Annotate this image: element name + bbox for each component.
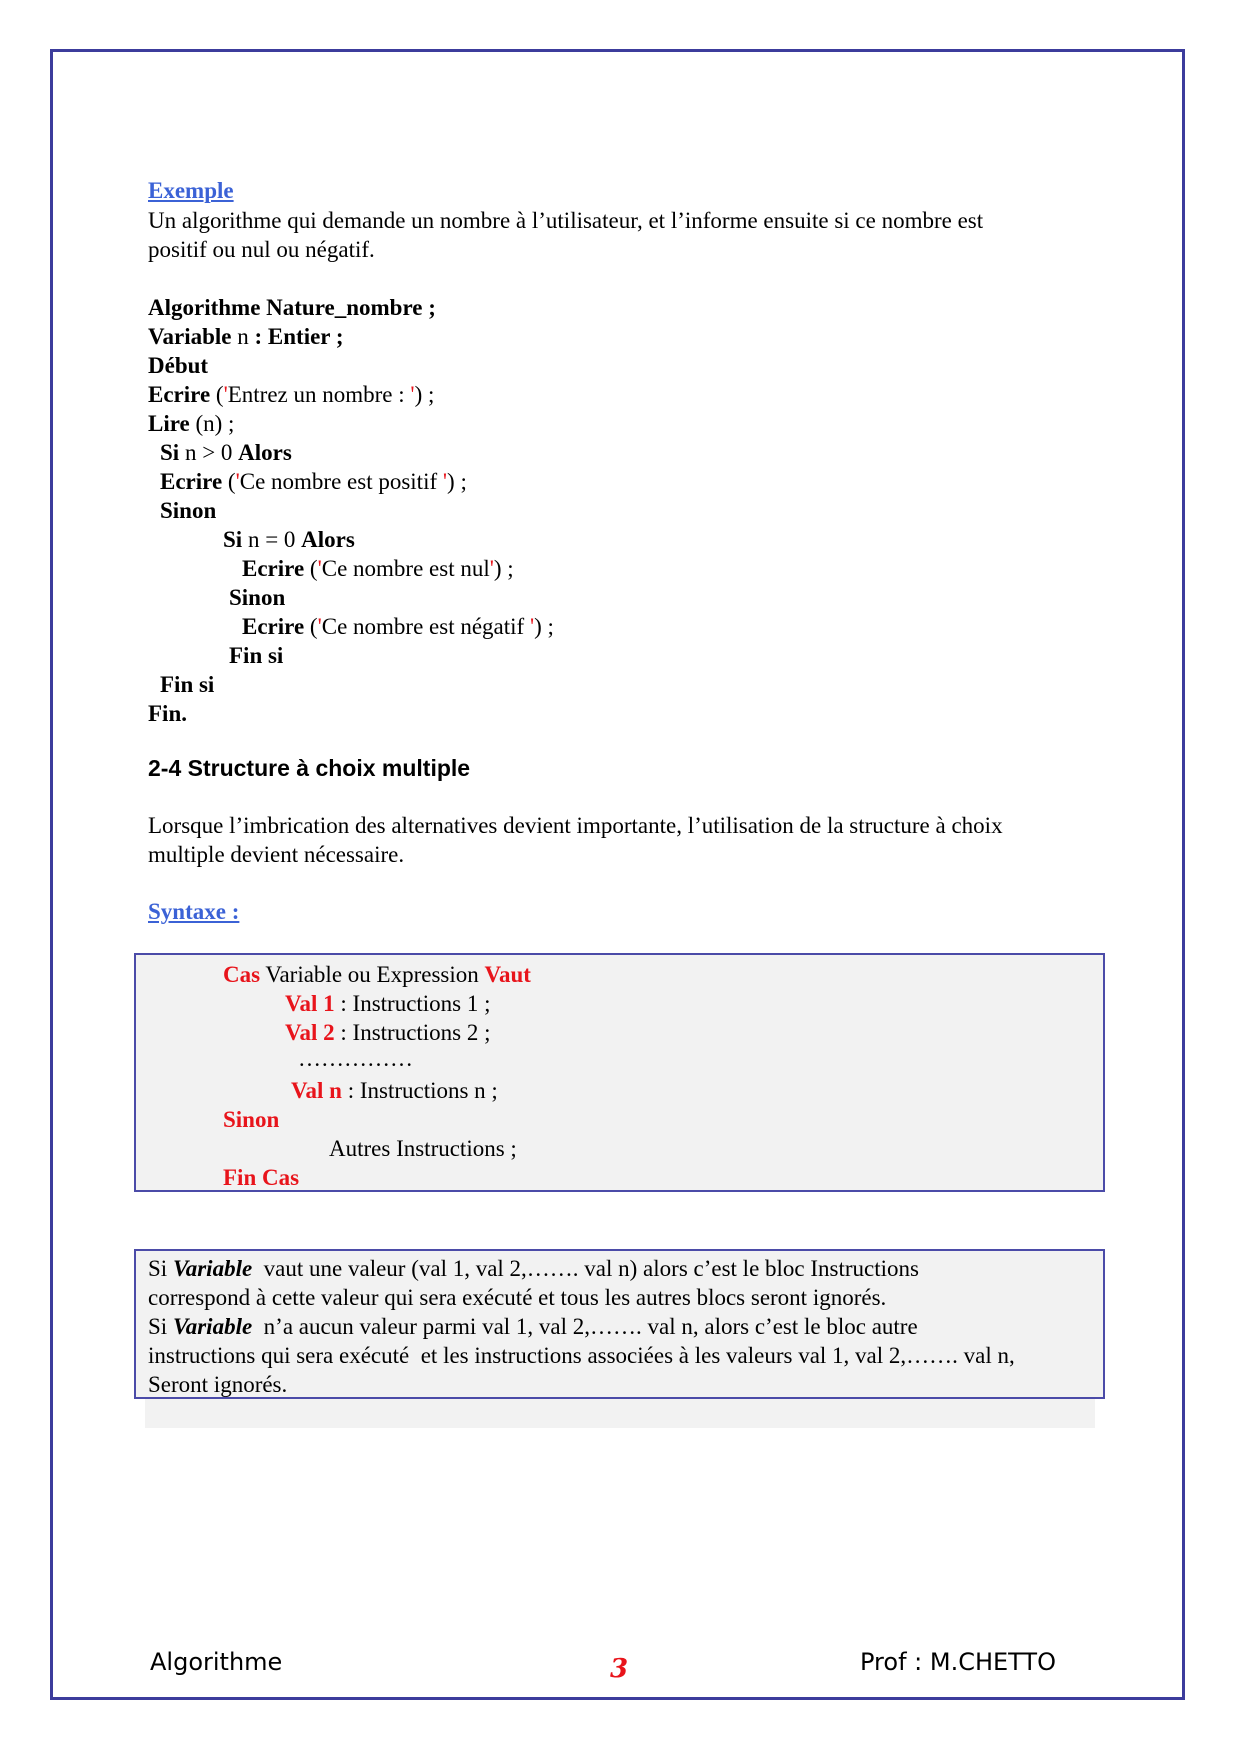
algo-line-7 [160,467,467,496]
note-text: vaut une valeur (val 1, val 2,……. val n) alors c’est le bloc Instructions [252,1256,919,1281]
footer-left: Algorithme [150,1648,283,1676]
algo-text: ) ; [414,382,435,407]
syntax-kw: Cas [223,962,261,987]
algo-line-3: Début [148,353,209,378]
syntax-line-val1 [285,989,491,1018]
algo-line-11: Sinon [229,585,286,610]
algo-line-9 [223,525,355,554]
algo-text: ) ; [447,469,467,494]
page-number: 3 [610,1654,629,1684]
note-line-4: instructions qui sera exécuté et les instructions associées à les valeurs val 1, val 2,……. val n, [148,1343,1015,1368]
algo-quote: ' [442,469,448,494]
algo-kw: Si [160,440,180,465]
algo-line-5 [148,409,234,438]
note-text: Si [148,1256,173,1281]
algo-text: ) ; [493,556,514,581]
algo-text: (n) ; [189,411,235,436]
note-line-5: Seront ignorés. [148,1372,288,1397]
algo-line-14: Fin si [160,672,215,697]
algo-text: ( [304,614,318,639]
syntax-line-autres: Autres Instructions ; [329,1136,517,1161]
note-line-3 [148,1312,918,1341]
algo-line-12 [242,612,554,641]
algo-text: Entrez un nombre : [227,382,411,407]
algo-line-2 [148,322,344,351]
syntax-text: : Instructions n ; [341,1078,498,1103]
algo-text: Ce nombre est nul [321,556,490,581]
algo-text: n [231,324,255,349]
algo-line-8: Sinon [160,498,217,523]
algo-kw: Alors [238,440,292,465]
syntax-line-sinon: Sinon [223,1107,280,1132]
syntax-title: Syntaxe : [148,899,240,924]
algo-quote: ' [317,614,322,639]
algo-kw: Alors [301,527,355,552]
algo-quote: ' [317,556,322,581]
syntax-text: Variable ou Expression [260,962,485,987]
note-text: Si [148,1314,173,1339]
note-shadow-band [145,1399,1095,1428]
syntax-line-fincas: Fin Cas [223,1165,300,1190]
algo-quote: ' [235,469,240,494]
algo-kw: : Entier ; [254,324,344,349]
algo-text: ( [210,382,224,407]
algo-kw: Lire [148,411,190,436]
syntax-text: : Instructions 1 ; [334,991,491,1016]
example-title: Exemple [148,178,234,203]
syntax-line-dots: …………… [298,1046,413,1071]
syntax-kw: Val 2 [285,1020,335,1045]
syntax-line-valn [291,1076,498,1105]
syntax-text: : Instructions 2 ; [334,1020,491,1045]
algo-text: Ce nombre est négatif [321,614,530,639]
algo-kw: Si [223,527,243,552]
section-para-line-1: Lorsque l’imbrication des alternatives devient importante, l’utilisation de la structure à choix [148,813,1003,838]
note-var: Variable [172,1256,253,1281]
note-line-1 [148,1254,919,1283]
section-heading: 2-4 Structure à choix multiple [148,755,471,781]
algo-line-10 [242,554,514,583]
algo-kw: Ecrire [242,614,305,639]
example-intro-line-1: Un algorithme qui demande un nombre à l’utilisateur, et l’informe ensuite si ce nombre est [148,208,984,233]
algo-line-1: Algorithme Nature_nombre ; [148,295,436,320]
algo-line-4 [148,380,434,409]
algo-text: n > 0 [179,440,239,465]
algo-quote: ' [410,382,415,407]
algo-text: Ce nombre est positif [239,469,443,494]
algo-text: ( [222,469,236,494]
algo-quote: ' [223,382,228,407]
syntax-line-val2 [285,1018,491,1047]
syntax-kw: Val 1 [285,991,335,1016]
algo-line-15: Fin. [148,701,187,726]
syntax-line-cas [223,960,531,989]
algo-line-13: Fin si [229,643,284,668]
algo-text: n = 0 [242,527,302,552]
algo-text: ) ; [534,614,554,639]
syntax-kw: Val n [291,1078,342,1103]
note-text: n’a aucun valeur parmi val 1, val 2,……. val n, alors c’est le bloc autre [252,1314,918,1339]
example-intro-line-2: positif ou nul ou négatif. [148,237,375,262]
algo-kw: Ecrire [148,382,211,407]
footer-right: Prof : M.CHETTO [860,1648,1056,1676]
algo-text: ( [304,556,318,581]
algo-kw: Variable [148,324,232,349]
algo-quote: ' [529,614,535,639]
note-line-2: correspond à cette valeur qui sera exécuté et tous les autres blocs seront ignorés. [148,1285,887,1310]
algo-quote: ' [489,556,494,581]
note-var: Variable [172,1314,253,1339]
section-para-line-2: multiple devient nécessaire. [148,842,405,867]
syntax-kw: Vaut [484,962,531,987]
algo-kw: Ecrire [160,469,223,494]
algo-kw: Ecrire [242,556,305,581]
algo-line-6 [160,438,292,467]
